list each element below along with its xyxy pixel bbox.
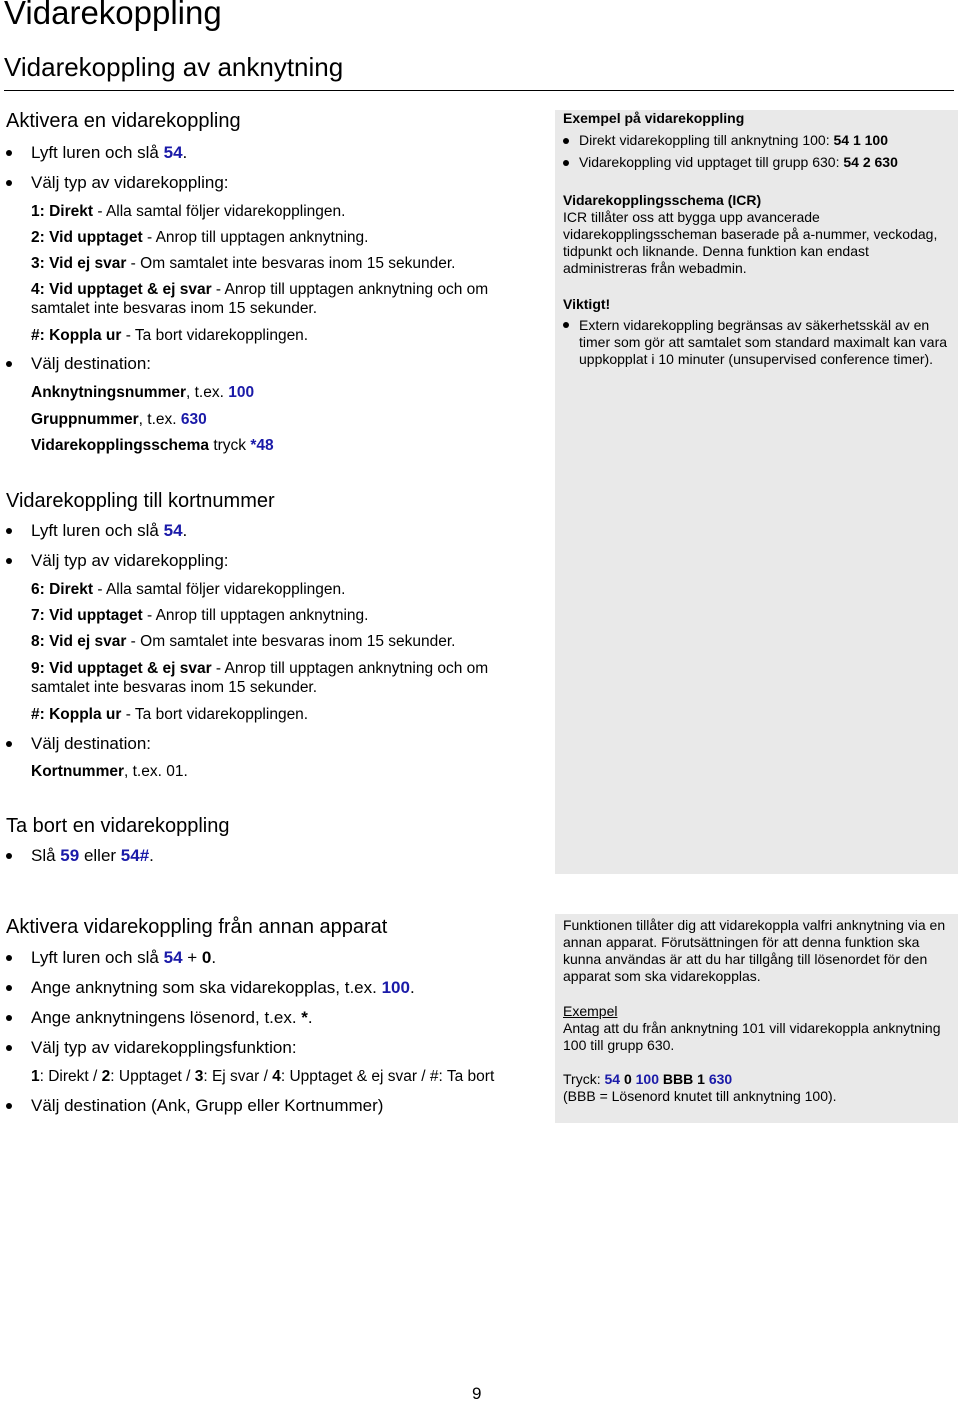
text: : Ej svar / [203,1068,273,1085]
example-title: Exempel på vidarekoppling [563,110,745,126]
option-busy [31,606,368,625]
code: 54 2 630 [843,154,898,170]
bullet-dot [6,985,12,991]
heading-other: Aktivera vidarekoppling från annan apparat [6,916,388,938]
option-text: - Alla samtal följer vidarekopplingen. [93,581,346,598]
option-key: 1: Direkt [31,203,94,220]
option-text: - Anrop till upptagen anknytning och om samtalet inte besvaras inom 15 sekunder. [31,660,489,696]
option-text: - Anrop till upptagen anknytning. [142,607,369,624]
text: : Upptaget / [110,1068,195,1085]
bullet-dot [6,1045,12,1051]
text: Välj destination: [31,354,152,373]
other-example-text: Antag att du från anknytning 101 vill vidarekoppla anknytning 100 till grupp 630. [563,1020,941,1053]
bullet-dot [563,138,569,144]
text: , t.ex. 01. [124,763,188,780]
bullet-dot [563,160,569,166]
text: . [182,143,188,162]
text: Ange anknytning som ska vidarekopplas, t.ex. [31,978,382,997]
code: 1 [697,1071,705,1087]
destination-key: Kortnummer [31,763,125,780]
code: 54 [163,521,183,540]
destination-key: Vidarekopplingsschema [31,437,210,454]
text: , t.ex. [138,411,181,428]
heading-remove: Ta bort en vidarekoppling [6,815,230,837]
option-text: - Ta bort vidarekopplingen. [121,706,309,723]
example-busy [579,154,952,171]
destination-key: Anknytningsnummer [31,384,187,401]
icr-title: Vidarekopplingsschema (ICR) [563,192,762,208]
destination-extension [31,383,254,402]
text: Välj typ av vidarekopplingsfunktion: [31,1038,297,1057]
option-key: 4: Vid upptaget & ej svar [31,281,212,298]
function-options [31,1067,494,1086]
page-number: 9 [472,1384,482,1403]
code: 54 [163,143,183,162]
icr-text: ICR tillåter oss att bygga upp avancerade vidarekopplingsscheman baserade på a-nummer, veckodag, tidpunkt och liknande. Denna funktion kan endast administreras från webadmin. [563,209,938,276]
text: Lyft luren och slå [31,948,164,967]
text: : Upptaget & ej svar / #: Ta bort [280,1068,495,1085]
destination-group [31,410,207,429]
code: 4 [272,1068,281,1085]
text: Tryck: [563,1071,605,1087]
code: 100 [635,1071,659,1087]
bullet-dot [6,1103,12,1109]
text: + [182,948,202,967]
text: . [307,1008,313,1027]
option-text: - Om samtalet inte besvaras inom 15 sekunder. [126,633,456,650]
destination-shortnumber [31,762,188,781]
code: 2 [101,1068,111,1085]
code: 0 [201,948,212,967]
bullet-dot [6,741,12,747]
text: Välj typ av vidarekoppling: [31,551,229,570]
important-title: Viktigt! [563,296,611,312]
code: 54 1 100 [833,132,888,148]
code: 54 [604,1071,621,1087]
option-key: 7: Vid upptaget [31,607,143,624]
text: Välj destination: [31,734,152,753]
example-direct [579,132,952,149]
heading-activate: Aktivera en vidarekoppling [6,110,241,132]
text: Direkt vidarekoppling till anknytning 100: [579,132,834,148]
code: BBB [662,1071,694,1087]
code: 54# [120,846,150,865]
bullet-dot [6,853,12,859]
destination-key: Gruppnummer [31,411,139,428]
text: Vidarekoppling vid upptaget till grupp 630: [579,154,844,170]
option-disconnect [31,705,308,724]
code: 100 [228,384,255,401]
option-text: - Anrop till upptagen anknytning och om samtalet inte besvaras inom 15 sekunder. [31,281,489,317]
option-key: 8: Vid ej svar [31,633,127,650]
text: . [409,978,415,997]
bullet-dot [6,361,12,367]
option-busy [31,228,368,247]
option-busy-noanswer [31,659,541,697]
option-key: 3: Vid ej svar [31,255,127,272]
option-noanswer [31,632,455,651]
code: 59 [60,846,80,865]
code: 100 [381,978,410,997]
other-panel [555,914,958,1123]
code: 0 [623,1071,632,1087]
code: 3 [194,1068,204,1085]
option-direct [31,580,345,599]
code: 630 [180,411,207,428]
text: Välj typ av vidarekoppling: [31,173,229,192]
text: Lyft luren och slå [31,143,164,162]
text: . [211,948,217,967]
bullet-dot [6,528,12,534]
text: Slå [31,846,61,865]
option-text: - Anrop till upptagen anknytning. [142,229,369,246]
other-example-title: Exempel [563,1003,618,1019]
bullet-dot [6,1015,12,1021]
option-text: - Om samtalet inte besvaras inom 15 sekunder. [126,255,456,272]
code: * [301,1008,308,1027]
bullet-dot [6,180,12,186]
section-title: Vidarekoppling av anknytning [4,52,344,82]
option-key: 2: Vid upptaget [31,229,143,246]
option-busy-noanswer [31,280,541,318]
text: : Direkt / [39,1068,102,1085]
option-key: #: Koppla ur [31,327,122,344]
divider [4,90,954,91]
bullet-dot [563,322,569,328]
example-panel [555,110,958,874]
press-note: (BBB = Lösenord knutet till anknytning 100). [563,1088,837,1104]
option-text: - Ta bort vidarekopplingen. [121,327,309,344]
destination-schedule [31,436,274,455]
page-title: Vidarekoppling [4,0,222,31]
option-key: 6: Direkt [31,581,94,598]
code: 54 [163,948,183,967]
important-text: Extern vidarekoppling begränsas av säkerhetsskäl av en timer som gör att samtalet som standard maximalt kan vara uppkopplat i 10 minuter (unsupervised conference timer). [579,317,948,367]
text: Välj destination (Ank, Grupp eller Kortnummer) [31,1096,384,1115]
text: . [182,521,188,540]
heading-short: Vidarekoppling till kortnummer [6,490,275,512]
text: , t.ex. [186,384,229,401]
text: eller [79,846,121,865]
text: Ange anknytningens lösenord, t.ex. [31,1008,302,1027]
text: tryck [209,437,251,454]
bullet-dot [6,558,12,564]
bullet-dot [6,955,12,961]
option-noanswer [31,254,455,273]
press-sequence [563,1071,952,1088]
code: 1 [31,1068,40,1085]
option-key: #: Koppla ur [31,706,122,723]
option-key: 9: Vid upptaget & ej svar [31,660,212,677]
option-disconnect [31,326,308,345]
code: 630 [708,1071,733,1087]
code: *48 [250,437,274,454]
text: Lyft luren och slå [31,521,164,540]
option-text: - Alla samtal följer vidarekopplingen. [93,203,346,220]
option-direct [31,202,345,221]
other-intro: Funktionen tillåter dig att vidarekoppla valfri anknytning via en annan apparat. Förutsättningen för att denna funktion ska kunna användas är att du har tillgång till lösenordet för den apparat som ska vidarekopplas. [563,917,946,984]
text: . [149,846,154,865]
bullet-dot [6,150,12,156]
